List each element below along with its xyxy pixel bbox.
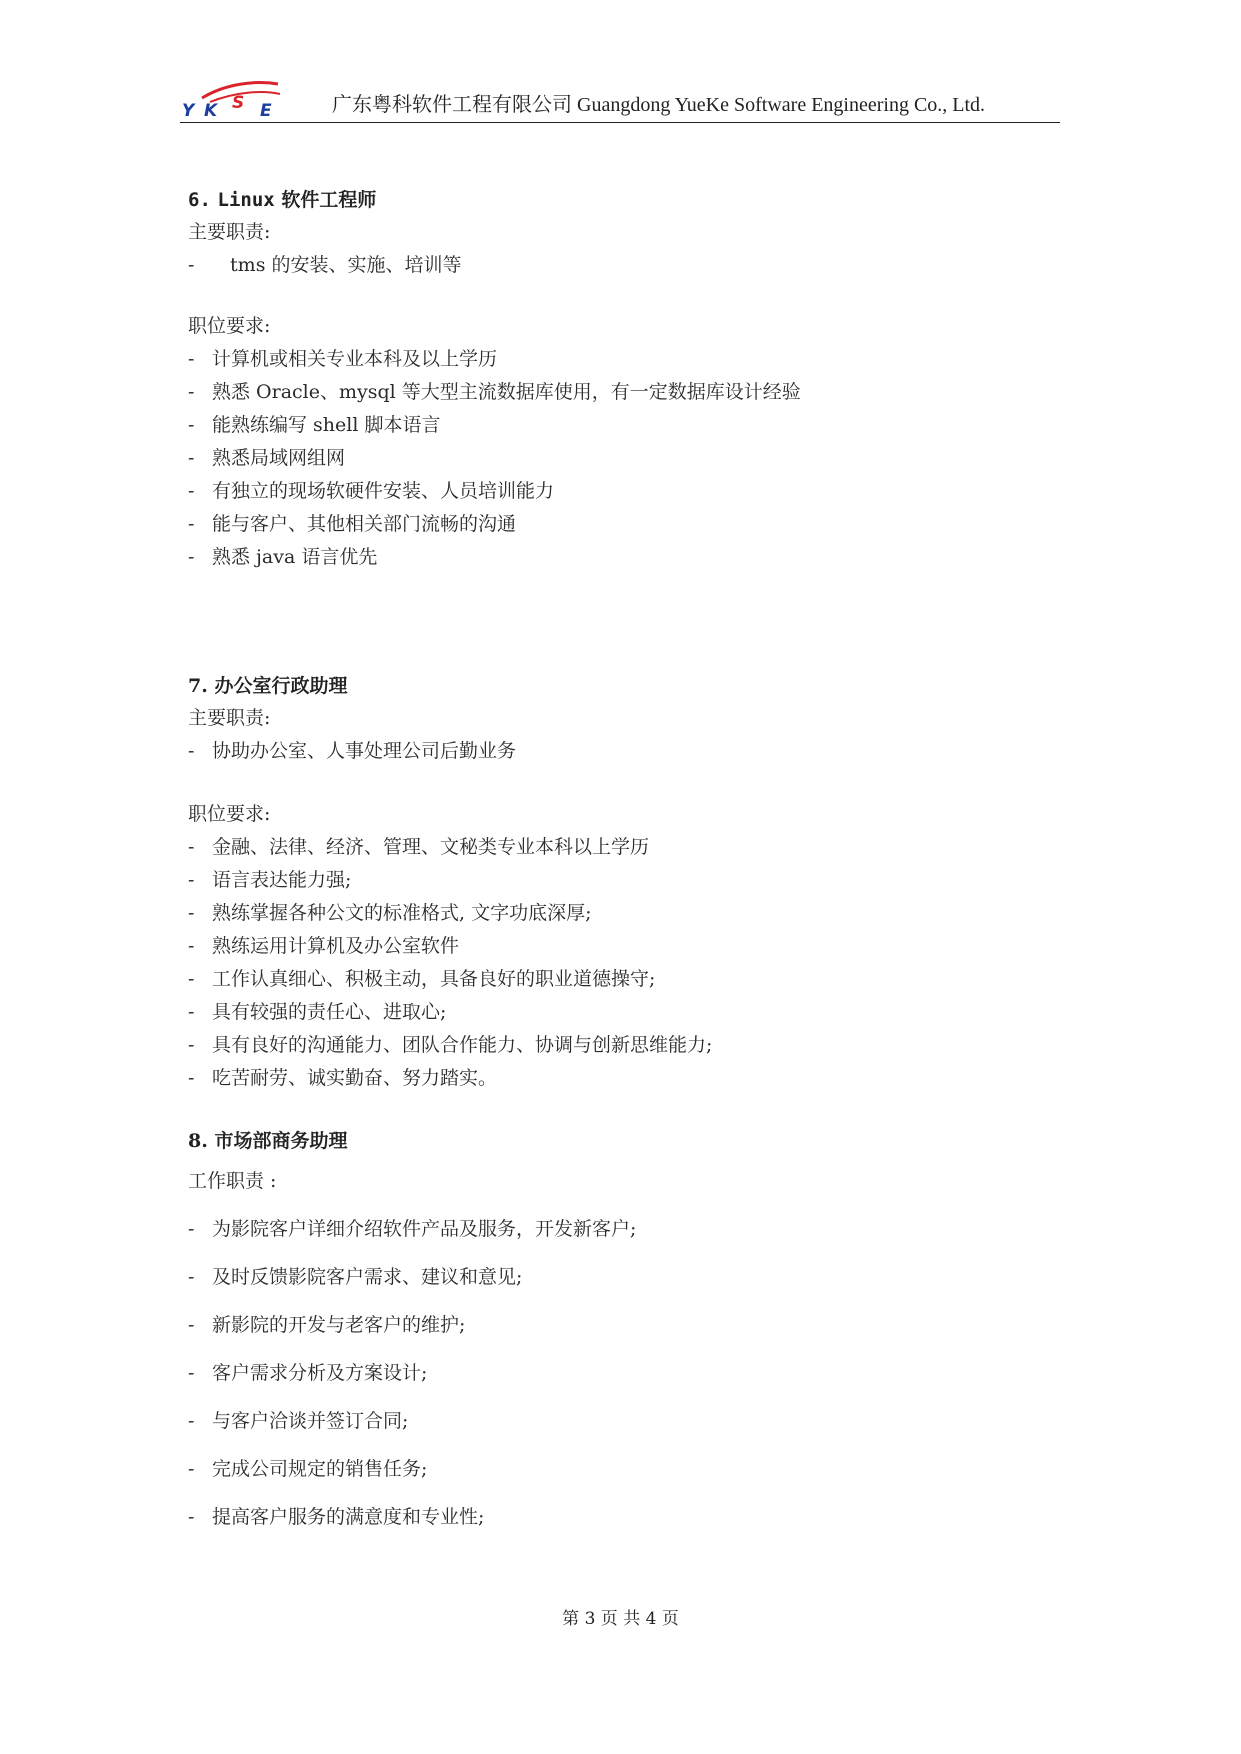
list-item-text: 具有良好的沟通能力、团队合作能力、协调与创新思维能力;	[212, 1034, 713, 1056]
bullet-dash: -	[188, 1067, 195, 1089]
bullet-dash: -	[188, 902, 195, 924]
bullet-dash: -	[188, 935, 195, 957]
list-item	[188, 1029, 1068, 1062]
bullet-dash: -	[188, 1362, 195, 1384]
bullet-dash: -	[188, 968, 195, 990]
list-item	[188, 376, 1068, 409]
bullet-dash: -	[188, 447, 195, 469]
spacer	[188, 768, 1068, 798]
duties-label: 主要职责:	[188, 221, 271, 243]
list-item-text: 提高客户服务的满意度和专业性;	[212, 1506, 485, 1528]
list-item	[188, 1301, 1068, 1349]
list-item-text: 新影院的开发与老客户的维护;	[212, 1314, 466, 1336]
list-item	[188, 1349, 1068, 1397]
bullet-dash: -	[188, 740, 195, 762]
list-item-text: 客户需求分析及方案设计;	[212, 1362, 428, 1384]
bullet-dash: -	[188, 546, 195, 568]
spacer	[188, 574, 1068, 670]
company-name: 广东粤科软件工程有限公司 Guangdong YueKe Software Engineering Co., Ltd.	[332, 94, 986, 116]
svg-text:K: K	[204, 101, 218, 121]
company-logo	[180, 78, 290, 121]
list-item-text: 语言表达能力强;	[212, 869, 352, 891]
bullet-dash: -	[188, 836, 195, 858]
spacer	[188, 1095, 1068, 1125]
list-item-text: 熟悉 java 语言优先	[212, 546, 378, 568]
bullet-dash: -	[188, 381, 195, 403]
section-title-7: 7. 办公室行政助理	[188, 675, 348, 697]
list-item-text: tms 的安装、实施、培训等	[230, 254, 462, 276]
list-item	[188, 930, 1068, 963]
bullet-dash: -	[188, 513, 195, 535]
requirements-label: 职位要求:	[188, 803, 271, 825]
bullet-dash: -	[188, 1266, 195, 1288]
list-item	[188, 1253, 1068, 1301]
list-item-text: 工作认真细心、积极主动，具备良好的职业道德操守;	[212, 968, 656, 990]
list-item-text: 与客户洽谈并签订合同;	[212, 1410, 409, 1432]
list-item-text: 熟悉 Oracle、mysql 等大型主流数据库使用，有一定数据库设计经验	[212, 381, 801, 403]
list-item-text: 金融、法律、经济、管理、文秘类专业本科以上学历	[212, 836, 650, 858]
bullet-dash: -	[188, 1034, 195, 1056]
list-item	[188, 735, 1068, 768]
list-item-text: 熟练掌握各种公文的标准格式, 文字功底深厚;	[212, 902, 592, 924]
section-title-8: 8. 市场部商务助理	[188, 1130, 348, 1152]
list-item-text: 完成公司规定的销售任务;	[212, 1458, 428, 1480]
section-title-cn: 软件工程师	[281, 189, 377, 211]
bullet-dash: -	[188, 480, 195, 502]
list-item-text: 吃苦耐劳、诚实勤奋、努力踏实。	[212, 1067, 498, 1089]
list-item	[188, 343, 1068, 376]
bullet-dash: -	[188, 348, 195, 370]
list-item-text: 协助办公室、人事处理公司后勤业务	[212, 740, 517, 762]
list-item	[188, 831, 1068, 864]
list-item-text: 及时反馈影院客户需求、建议和意见;	[212, 1266, 523, 1288]
section-title-6	[188, 184, 1068, 216]
bullet-dash: -	[188, 869, 195, 891]
list-item	[188, 541, 1068, 574]
list-item	[188, 249, 1068, 282]
section-title-en: Linux	[217, 189, 275, 211]
page-number-text: 第 3 页 共 4 页	[562, 1609, 679, 1629]
bullet-dash: -	[188, 1410, 195, 1432]
page-header	[180, 78, 1060, 123]
page-footer	[0, 1604, 1241, 1629]
list-item-text: 有独立的现场软硬件安装、人员培训能力	[212, 480, 555, 502]
bullet-dash: -	[188, 1314, 195, 1336]
svg-text:Y: Y	[182, 101, 195, 121]
list-item-text: 熟练运用计算机及办公室软件	[212, 935, 460, 957]
bullet-dash: -	[188, 1001, 195, 1023]
list-item-text: 能熟练编写 shell 脚本语言	[212, 414, 441, 436]
list-item	[188, 1493, 1068, 1541]
duties-label: 主要职责:	[188, 707, 271, 729]
list-item	[188, 475, 1068, 508]
section-number: 6.	[188, 189, 211, 211]
list-item-text: 计算机或相关专业本科及以上学历	[212, 348, 498, 370]
list-item	[188, 1397, 1068, 1445]
list-item	[188, 409, 1068, 442]
bullet-dash: -	[188, 254, 195, 276]
bullet-dash: -	[188, 1218, 195, 1240]
document-body	[188, 184, 1068, 1541]
list-item	[188, 508, 1068, 541]
list-item	[188, 996, 1068, 1029]
list-item	[188, 442, 1068, 475]
svg-text:S: S	[232, 93, 245, 113]
bullet-dash: -	[188, 414, 195, 436]
list-item-text: 具有较强的责任心、进取心;	[212, 1001, 447, 1023]
list-item	[188, 1445, 1068, 1493]
bullet-dash: -	[188, 1458, 195, 1480]
svg-text:E: E	[260, 101, 272, 121]
bullet-dash: -	[188, 1506, 195, 1528]
list-item-text: 为影院客户详细介绍软件产品及服务，开发新客户;	[212, 1218, 637, 1240]
list-item	[188, 897, 1068, 930]
spacer	[188, 282, 1068, 310]
list-item-text: 能与客户、其他相关部门流畅的沟通	[212, 513, 517, 535]
list-item	[188, 1205, 1068, 1253]
list-item	[188, 963, 1068, 996]
list-item	[188, 864, 1068, 897]
list-item-text: 熟悉局域网组网	[212, 447, 346, 469]
duties-label: 工作职责 :	[188, 1170, 277, 1192]
list-item	[188, 1062, 1068, 1095]
requirements-label: 职位要求:	[188, 315, 271, 337]
